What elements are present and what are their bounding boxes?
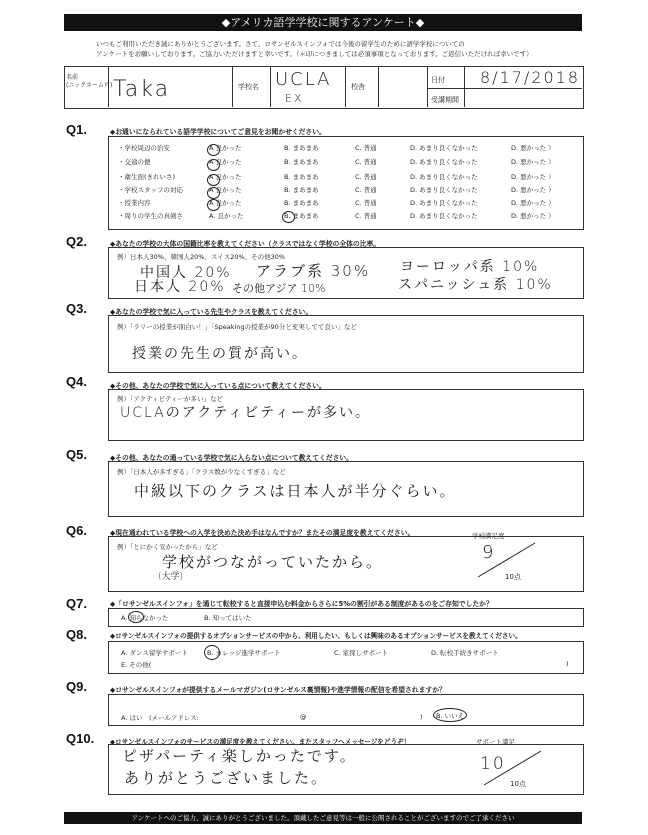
- q4-example: 例）「アクティビティーが多い」など: [117, 395, 224, 403]
- divider: [427, 66, 428, 107]
- q1-option-c[interactable]: C. 普通: [355, 212, 377, 220]
- selection-circle: [207, 187, 220, 199]
- q1-option-b[interactable]: B. まあまあ: [284, 144, 319, 152]
- divider: [464, 66, 465, 107]
- selection-circle: [207, 159, 220, 171]
- q2-answer-6[interactable]: スパニッシュ系 10%: [398, 277, 553, 293]
- q1-row-label: ・学校周辺の治安: [118, 144, 170, 152]
- selection-circle: [207, 174, 220, 186]
- q8-option-e[interactable]: E. その他(: [121, 661, 152, 669]
- q2-number: Q2.: [66, 234, 87, 249]
- name-label: 名前 (ニックネーム可): [66, 74, 113, 89]
- q1-row-label: ・周りの学生の真剣さ: [118, 212, 183, 220]
- q2-question: ◆あなたの学校の大体の国籍比率を教えてください（クラスではなく学校の全体の比率。: [110, 240, 381, 248]
- q1-row-label: ・交通の便: [118, 158, 151, 166]
- q1-option-c[interactable]: C. 普通: [355, 199, 377, 207]
- q5-example: 例）「日本人が多すぎる」「クラス数が少なくすぎる」など: [117, 468, 286, 476]
- q10-score-max: 10点: [510, 780, 526, 788]
- q6-number: Q6.: [66, 523, 87, 538]
- divider: [232, 66, 233, 107]
- q1-option-e[interactable]: D. 悪かった ）: [511, 186, 555, 194]
- q9-question: ◆ロサンゼルスインフォが提供するメールマガジン(ロサンゼルス裏情報)や進学情報の配信を希望されますか？: [110, 686, 446, 694]
- q1-option-b[interactable]: B. まあまあ: [284, 186, 319, 194]
- q1-option-e[interactable]: D. 悪かった ）: [511, 144, 555, 152]
- divider: [378, 66, 379, 107]
- q1-option-a[interactable]: A 良かった: [209, 199, 242, 207]
- q10-answer-2[interactable]: ありがとうございました。: [124, 769, 329, 787]
- q1-option-e[interactable]: D. 悪かった ）: [511, 212, 555, 220]
- intro-line-2: アンケートをお願いしております。ご協力いただけますと幸いです。（＊印につきましては必須事項となっております。ご返信いただければ幸いです）: [96, 50, 533, 58]
- q6-example: 例）「とにかく安かったから」など: [117, 543, 218, 551]
- q1-option-a[interactable]: A 良かった: [209, 173, 242, 181]
- q3-question: ◆あなたの学校で気に入っている先生やクラスを教えてください。: [110, 308, 313, 316]
- q1-option-b[interactable]: B. まあまあ: [284, 199, 319, 207]
- school-sub-value: EX: [285, 92, 304, 105]
- selection-circle: [282, 211, 295, 223]
- q1-row-label: ・衛生面(きれいさ): [118, 173, 176, 181]
- q3-answer[interactable]: 授業の先生の質が高い。: [132, 346, 308, 362]
- q1-number: Q1.: [66, 122, 87, 137]
- selection-circle: [433, 708, 467, 722]
- q6-question: ◆現在通われている学校への入学を決めた決め手はなんですか？またその満足度を教えてください。: [110, 529, 415, 537]
- survey-title: ◆アメリカ語学学校に関するアンケート◆: [64, 14, 582, 31]
- q6-answer[interactable]: 学校がつながっていたから。: [162, 553, 384, 571]
- q6-answer-note: (大学): [158, 572, 184, 582]
- q1-option-d[interactable]: D. あまり良くなかった: [410, 212, 478, 220]
- q1-option-d[interactable]: D. あまり良くなかった: [410, 173, 478, 181]
- q5-number: Q5.: [66, 447, 87, 462]
- q1-option-c[interactable]: C. 普通: [355, 158, 377, 166]
- date-label: 日付: [431, 76, 445, 84]
- q6-score-max: 10点: [505, 573, 521, 581]
- q10-score-value[interactable]: 10: [480, 754, 506, 774]
- q1-option-b[interactable]: B. まあまあ: [284, 173, 319, 181]
- q10-question: ◆ロサンゼルスインフォのサービスの満足度を教えてください。またスタッフへメッセージをどうぞ！: [110, 738, 411, 746]
- q5-answer[interactable]: 中級以下のクラスは日本人が半分ぐらい。: [134, 482, 457, 500]
- q1-option-b[interactable]: B. まあまあ: [284, 158, 319, 166]
- q1-option-a[interactable]: A 良かった: [209, 144, 242, 152]
- q6-score-label: 学校満足度: [472, 532, 505, 540]
- q10-number: Q10.: [66, 731, 95, 746]
- q3-example: 例）「ラリーの授業が面白い！」「Speakingの授業が90分と充実してて良い」など: [117, 323, 357, 331]
- q7-question: ◆「ロサンゼルスインフォ」を通じて転校すると直接申込む料金からさらに5%の割引がある制度があるのをご存知でしたか？: [110, 600, 493, 608]
- selection-circle: [128, 611, 144, 623]
- q1-row-label: ・学校スタッフの対応: [118, 186, 183, 194]
- q7-box: [108, 608, 584, 627]
- q1-option-c[interactable]: C. 普通: [355, 144, 377, 152]
- q1-option-c[interactable]: C. 普通: [355, 186, 377, 194]
- q1-option-a[interactable]: A. 良かった: [209, 212, 244, 220]
- q2-answer-3[interactable]: アラブ系 30%: [256, 262, 371, 280]
- q1-option-e[interactable]: D. 悪かった ）: [511, 199, 555, 207]
- q5-question: ◆その他、あなたの通っている学校で気に入らない点について教えてください。: [110, 454, 353, 462]
- q7-number: Q7.: [66, 596, 87, 611]
- selection-circle: [207, 199, 220, 211]
- name-value[interactable]: Taka: [113, 77, 171, 102]
- school-label: 学校名: [238, 83, 259, 91]
- q8-option-b[interactable]: B. カレッジ進学サポート: [207, 649, 281, 657]
- q8-question: ◆ロサンゼルスインフォの提供するオプションサービスの中から、利用したい、もしくは興味のあるオプションサービスを教えてください。: [110, 632, 522, 640]
- q1-option-a[interactable]: A 良かった: [209, 186, 242, 194]
- q8-option-c[interactable]: C. 家探しサポート: [334, 649, 389, 657]
- q1-option-d[interactable]: D. あまり良くなかった: [410, 186, 478, 194]
- q2-answer-5[interactable]: ヨーロッパ系 10%: [400, 259, 540, 275]
- footer-bar: アンケートへのご協力、誠にありがとうございました。頂戴したご意見等は一般に公開されることがございますのでご了承ください: [64, 812, 582, 824]
- q1-option-e[interactable]: D. 悪かった ）: [511, 158, 555, 166]
- q8-box: [108, 641, 584, 674]
- q3-number: Q3.: [66, 301, 87, 316]
- q8-number: Q8.: [66, 627, 87, 642]
- q1-question: ◆お通いになられている語学学校についてご意見をお聞かせください。: [110, 128, 326, 136]
- q8-option-e-end: ): [566, 660, 569, 668]
- q1-row-label: ・授業内容: [118, 199, 151, 207]
- q4-question: ◆その他、あなたの学校で気に入っている点について教えてください。: [110, 382, 326, 390]
- q9-close-paren: ): [420, 713, 423, 721]
- q1-option-c[interactable]: C. 普通: [355, 173, 377, 181]
- q1-option-a[interactable]: A 良かった: [209, 158, 242, 166]
- q7-option-b[interactable]: B. 知ってはいた: [204, 614, 252, 622]
- q1-option-e[interactable]: D. 悪かった ）: [511, 173, 555, 181]
- divider: [270, 66, 271, 107]
- q2-answer-4[interactable]: その他アジア 10%: [232, 282, 326, 295]
- q8-option-a[interactable]: A. ダンス留学サポート: [121, 649, 188, 657]
- q1-option-d[interactable]: D. あまり良くなかった: [410, 158, 478, 166]
- q7-option-a[interactable]: A. 知らなかった: [121, 614, 169, 622]
- campus-label: 校舎: [351, 83, 365, 91]
- q8-option-d[interactable]: D. 転校手続きサポート: [431, 649, 499, 657]
- q1-option-b[interactable]: B. まあまあ: [284, 212, 319, 220]
- q9-number: Q9.: [66, 679, 87, 694]
- q9-at-sign: @: [300, 713, 307, 721]
- q1-option-d[interactable]: D. あまり良くなかった: [410, 199, 478, 207]
- q2-answer-1[interactable]: 中国人 20%: [140, 265, 232, 281]
- intro-line-1: いつもご利用いただき誠にありがとうございます。さて、ロサンゼルスインフォでは今後の留学生のために語学学校についての: [96, 40, 465, 48]
- q1-option-d[interactable]: D. あまり良くなかった: [410, 144, 478, 152]
- date-value[interactable]: 8/17/2018: [480, 68, 581, 87]
- divider: [345, 66, 346, 107]
- q4-answer[interactable]: UCLAのアクティビティーが多い。: [120, 405, 372, 421]
- divider: [427, 88, 582, 89]
- q10-score-label: サポート満足: [476, 738, 515, 746]
- selection-circle: [204, 645, 220, 660]
- q6-score-value[interactable]: 9: [482, 542, 496, 563]
- q2-answer-2[interactable]: 日本人 20%: [134, 279, 226, 295]
- q9-option-b[interactable]: B. いいえ: [436, 712, 465, 720]
- school-value[interactable]: UCLA: [275, 69, 332, 90]
- selection-circle: [207, 144, 220, 156]
- period-label: 受講期間: [431, 96, 459, 104]
- q2-example: 例）日本人30%、韓国人20%、スイス20%、その他30%: [117, 253, 286, 261]
- q9-option-a[interactable]: A. はい (メールアドレス:: [121, 714, 199, 722]
- q10-answer-1[interactable]: ピザパーティ楽しかったです。: [122, 747, 357, 765]
- q4-number: Q4.: [66, 374, 87, 389]
